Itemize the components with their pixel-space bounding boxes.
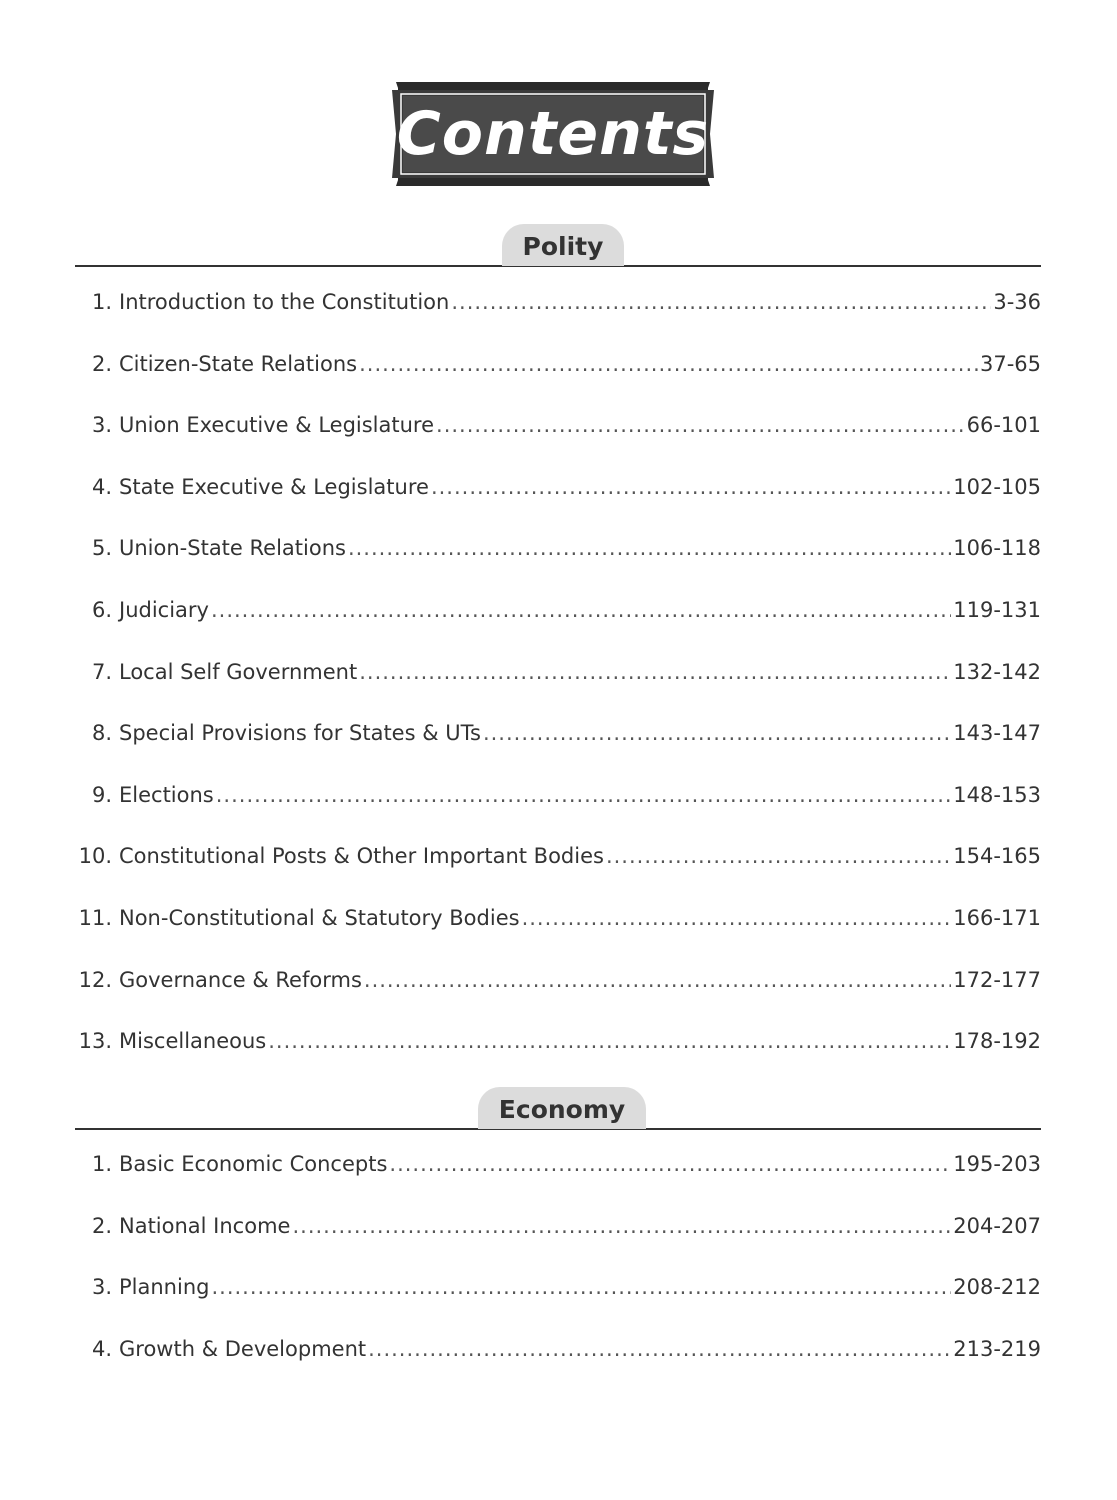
contents-banner [392,80,714,188]
toc-entry-number: 4. [91,1336,112,1361]
toc-entry-title: Special Provisions for States & UTs [119,721,481,746]
toc-entry-number: 3. [91,1275,112,1300]
toc-entry-pages: 166-171 [953,905,1041,930]
toc-entry-number: 1. [91,1152,112,1176]
toc-leader-dots [268,1029,951,1053]
toc-entry-number: 11. [78,905,112,930]
toc-leader-dots [436,413,965,437]
toc-entry[interactable] [76,968,1041,1030]
toc-entry-number: 5. [91,536,112,561]
toc-entry-title: State Executive & Legislature [119,474,429,499]
toc-entry[interactable] [76,1029,1041,1091]
toc-entry-number: 10. [78,844,112,869]
toc-entry-number: 3. [91,413,112,438]
toc-entry-pages: 213-219 [953,1336,1041,1361]
toc-entry-pages: 154-165 [953,844,1041,869]
toc-entry-title: Constitutional Posts & Other Important Bodies [119,844,604,869]
toc-entry[interactable] [76,352,1041,414]
toc-entry-title: Union-State Relations [119,536,346,561]
toc-entry[interactable] [76,475,1041,537]
toc-entry-title: Union Executive & Legislature [119,413,435,438]
toc-entry-number: 8. [91,721,112,746]
toc-entry-title: Judiciary [119,597,209,622]
toc-entry[interactable] [76,536,1041,598]
toc-entry[interactable] [76,783,1041,845]
toc-entry-number: 2. [91,1213,112,1238]
toc-entry-number: 9. [91,782,112,807]
toc-entry-number: 2. [91,351,112,376]
toc-entry-pages: 178-192 [953,1029,1041,1054]
toc-entry[interactable] [76,290,1041,352]
toc-entry[interactable] [76,844,1041,906]
toc-leader-dots [211,598,951,622]
toc-leader-dots [522,906,952,930]
toc-leader-dots [389,1152,951,1176]
toc-leader-dots [368,1337,951,1361]
toc-entry-number: 13. [78,1029,112,1054]
toc-leader-dots [211,1275,951,1299]
toc-entry-pages: 148-153 [953,782,1041,807]
toc-entry-title: Planning [119,1275,210,1300]
toc-entry[interactable] [76,598,1041,660]
toc-entry-number: 1. [91,290,112,314]
toc-entry-title: Governance & Reforms [119,967,362,992]
toc-entry[interactable] [76,660,1041,722]
toc-leader-dots [359,352,978,376]
toc-entry-title: Introduction to the Constitution [119,290,450,314]
toc-list-polity [76,290,1041,1091]
toc-entry[interactable] [76,906,1041,968]
section-header-polity [75,223,1041,267]
toc-entry-title: National Income [119,1213,291,1238]
toc-entry[interactable] [76,413,1041,475]
toc-entry-pages: 66-101 [966,413,1041,438]
toc-leader-dots [364,968,951,992]
toc-entry[interactable] [76,1214,1041,1276]
toc-entry-title: Elections [119,782,214,807]
toc-leader-dots [483,721,951,745]
toc-entry[interactable] [76,1152,1041,1214]
toc-entry-pages: 37-65 [979,351,1041,376]
toc-leader-dots [292,1214,951,1238]
toc-entry-number: 12. [78,967,112,992]
toc-entry-title: Basic Economic Concepts [119,1152,388,1176]
toc-entry-pages: 143-147 [953,721,1041,746]
toc-entry[interactable] [76,1275,1041,1337]
toc-entry-number: 6. [91,597,112,622]
toc-entry-pages: 204-207 [953,1213,1041,1238]
section-tab-polity: Polity [502,224,624,266]
toc-entry[interactable] [76,1337,1041,1399]
toc-entry-title: Miscellaneous [119,1029,267,1054]
toc-leader-dots [431,475,951,499]
toc-entry-number: 7. [91,659,112,684]
toc-entry-pages: 3-36 [993,290,1041,314]
toc-entry-pages: 172-177 [953,967,1041,992]
toc-leader-dots [451,290,991,314]
toc-entry-pages: 208-212 [953,1275,1041,1300]
toc-entry-title: Growth & Development [119,1336,367,1361]
toc-entry-pages: 195-203 [953,1152,1041,1176]
toc-entry-pages: 119-131 [953,597,1041,622]
toc-entry-pages: 132-142 [953,659,1041,684]
toc-list-economy [76,1152,1041,1398]
toc-entry-pages: 102-105 [953,474,1041,499]
toc-entry-title: Non-Constitutional & Statutory Bodies [119,905,520,930]
toc-entry-title: Local Self Government [119,659,358,684]
toc-entry-number: 4. [91,474,112,499]
toc-entry-pages: 106-118 [953,536,1041,561]
toc-leader-dots [348,536,951,560]
toc-entry[interactable] [76,721,1041,783]
section-tab-economy: Economy [478,1087,646,1129]
toc-leader-dots [606,844,951,868]
toc-entry-title: Citizen-State Relations [119,351,358,376]
section-header-economy [75,1086,1041,1130]
toc-leader-dots [359,660,951,684]
page-title: Contents [396,99,710,169]
toc-leader-dots [216,783,952,807]
